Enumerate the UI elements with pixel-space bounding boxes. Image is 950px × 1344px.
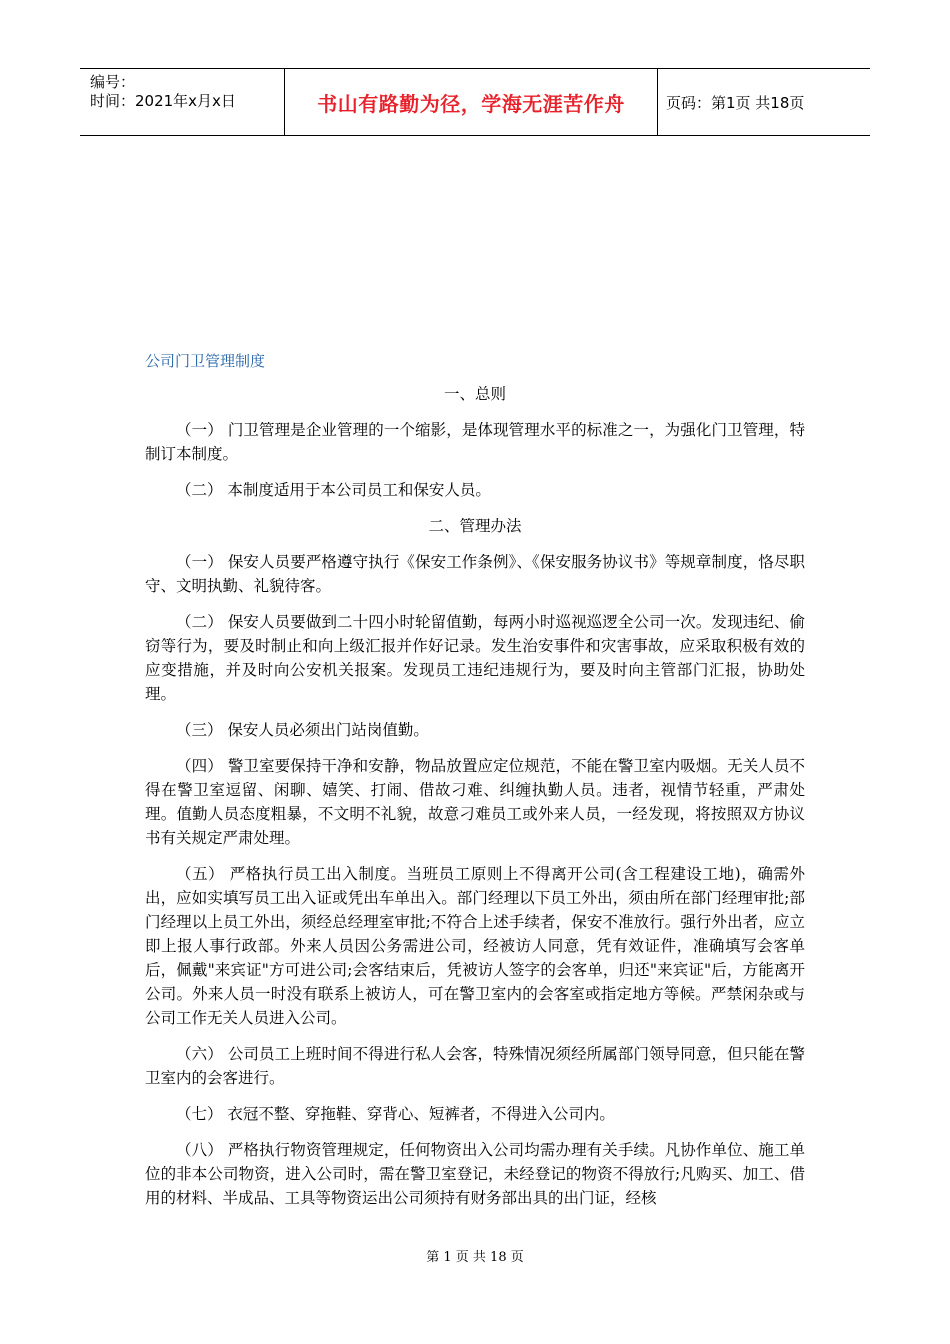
paragraph: （二） 本制度适用于本公司员工和保安人员。 bbox=[176, 481, 491, 499]
paragraph: （一） 保安人员要严格遵守执行《保安工作条例》、《保安服务协议书》等规章制度，恪尽职守、文明执勤、礼貌待客。 bbox=[145, 553, 805, 595]
paragraph: （一） 门卫管理是企业管理的一个缩影，是体现管理水平的标准之一，为强化门卫管理，特制订本制度。 bbox=[145, 421, 805, 463]
document-title: 公司门卫管理制度 bbox=[145, 352, 266, 370]
header-motto-cell bbox=[284, 69, 658, 135]
paragraph: （三） 保安人员必须出门站岗值勤。 bbox=[176, 721, 429, 739]
paragraph: （八） 严格执行物资管理规定，任何物资出入公司均需办理有关手续。凡协作单位、施工单位的非本公司物资，进入公司时，需在警卫室登记，未经登记的物资不得放行;凡购买、加工、借用的材料、半成品、工具等物资运出公司须持有财务部出具的出门证，经核 bbox=[145, 1141, 805, 1207]
document-number-label: 编号： bbox=[90, 73, 136, 91]
header-motto: 书山有路勤为径，学海无涯苦作舟 bbox=[317, 91, 625, 116]
paragraph: （六） 公司员工上班时间不得进行私人会客，特殊情况须经所属部门领导同意，但只能在警卫室内的会客进行。 bbox=[145, 1045, 805, 1087]
paragraph: （四） 警卫室要保持干净和安静，物品放置应定位规范，不能在警卫室内吸烟。无关人员不得在警卫室逗留、闲聊、嬉笑、打闹、借故刁难、纠缠执勤人员。违者，视情节轻重，严肃处理。值勤人员态度粗暴，不文明不礼貌，故意刁难员工或外来人员，一经发现，将按照双方协议书有关规定严肃处理。 bbox=[145, 757, 805, 847]
section-heading-management: 二、管理办法 bbox=[428, 517, 522, 535]
paragraph: （二） 保安人员要做到二十四小时轮留值勤，每两小时巡视巡逻全公司一次。发现违纪、偷窃等行为，要及时制止和向上级汇报并作好记录。发生治安事件和灾害事故，应采取积极有效的应变措施，并及时向公安机关报案。发现员工违纪违规行为，要及时向主管部门汇报，协助处理。 bbox=[145, 613, 805, 703]
header-page-cell bbox=[658, 69, 870, 135]
paragraph: （五） 严格执行员工出入制度。当班员工原则上不得离开公司(含工程建设工地)，确需外出，应如实填写员工出入证或凭出车单出入。部门经理以下员工外出，须由所在部门经理审批;部门经理以上员工外出，须经总经理室审批;不符合上述手续者，保安不准放行。强行外出者，应立即上报人事行政部。外来人员因公务需进公司，经被访人同意，凭有效证件，准确填写会客单后，佩戴"来宾证"方可进公司;会客结束后，凭被访人签字的会客单，归还"来宾证"后，方能离开公司。外来人员一时没有联系上被访人，可在警卫室内的会客室或指定地方等候。严禁闲杂或与公司工作无关人员进入公司。 bbox=[145, 865, 805, 1027]
document-date-label: 时间：2021年x月x日 bbox=[90, 92, 236, 110]
header-page-label: 页码：第1页 共18页 bbox=[666, 93, 805, 112]
paragraph: （七） 衣冠不整、穿拖鞋、穿背心、短裤者，不得进入公司内。 bbox=[176, 1105, 615, 1123]
page-footer: 第 1 页 共 18 页 bbox=[426, 1250, 524, 1265]
header-table bbox=[80, 68, 870, 136]
section-heading-general: 一、总则 bbox=[443, 385, 506, 403]
document-body bbox=[145, 382, 805, 1222]
header-meta-cell bbox=[80, 69, 284, 135]
